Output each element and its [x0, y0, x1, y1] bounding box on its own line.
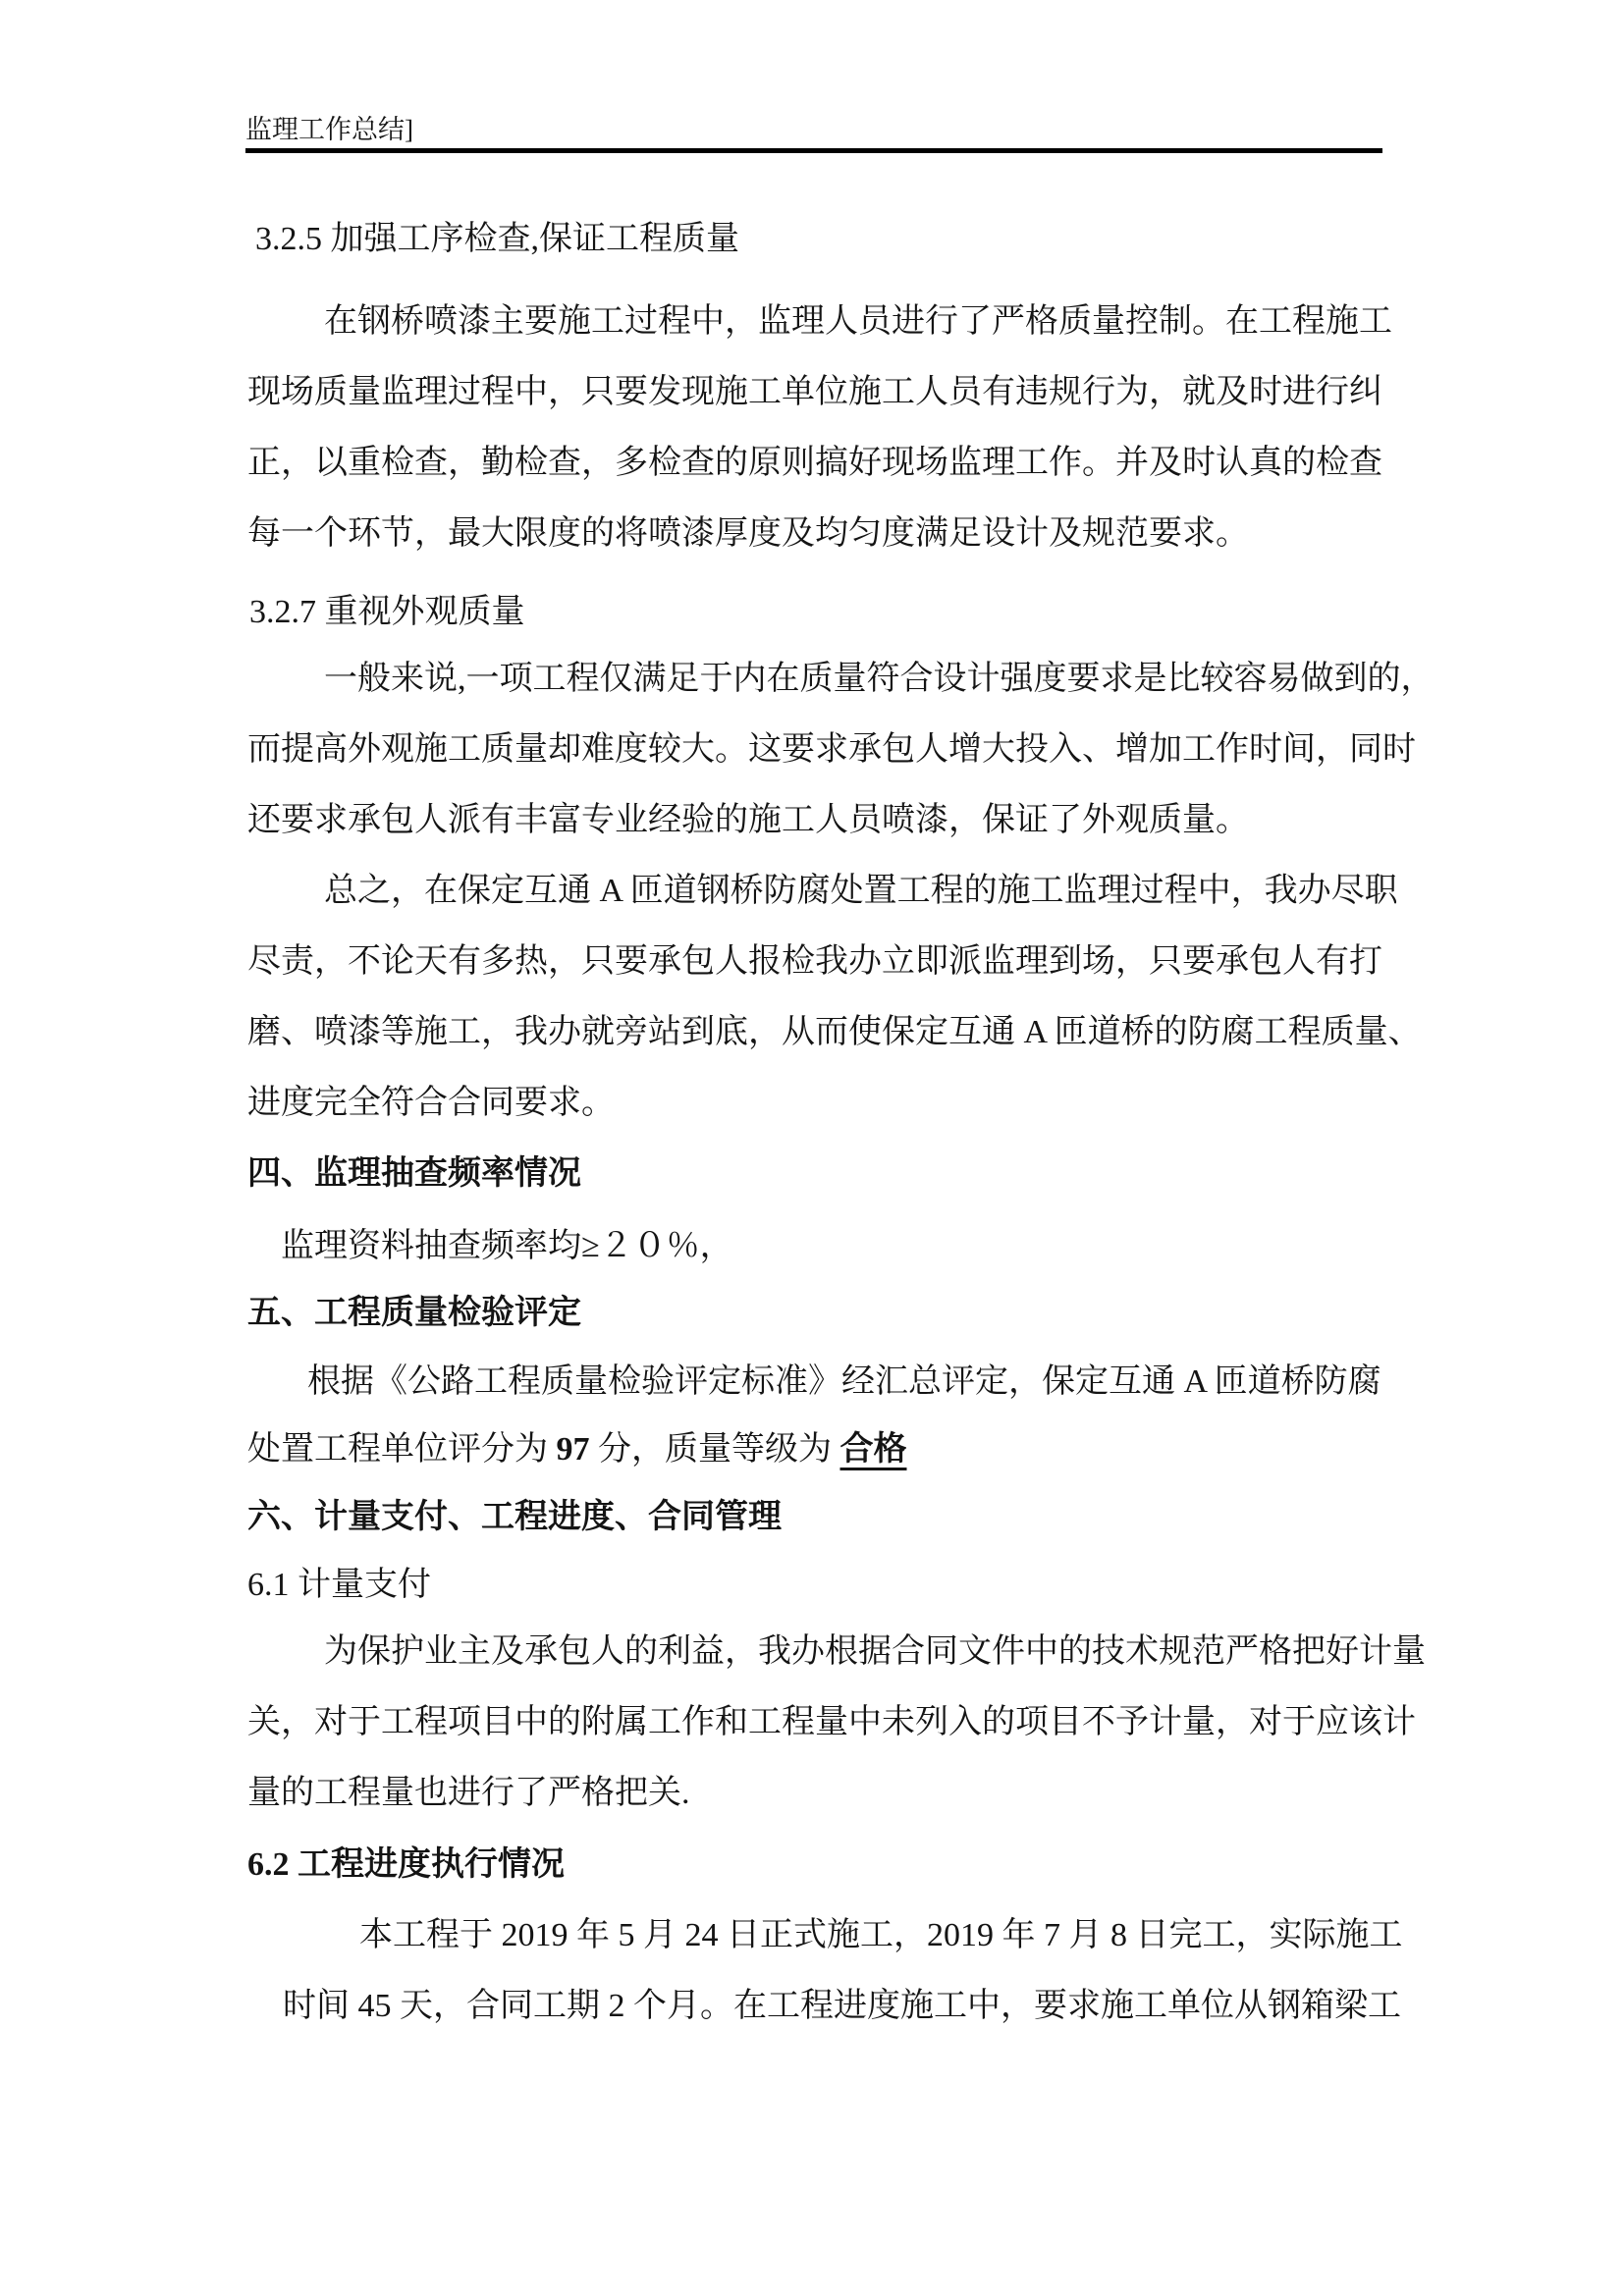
text-run: 分，质量等级为	[589, 1431, 840, 1468]
section-heading: 四、监理抽查频率情况	[247, 1155, 581, 1192]
section-heading: 五、工程质量检验评定	[247, 1295, 581, 1331]
text-line: 尽责，不论天有多热，只要承包人报检我办立即派监理到场，只要承包人有打	[247, 943, 1382, 980]
text-line: 为保护业主及承包人的利益，我办根据合同文件中的技术规范严格把好计量	[324, 1633, 1426, 1670]
text-line: 监理资料抽查频率均≥２０％，	[281, 1228, 733, 1264]
section-heading: 六、计量支付、工程进度、合同管理	[247, 1499, 782, 1535]
sub-heading: 3.2.5 加强工序检查,保证工程质量	[255, 221, 739, 257]
text-line: 进度完全符合合同要求。	[247, 1085, 615, 1121]
text-line: 一般来说,一项工程仅满足于内在质量符合设计强度要求是比较容易做到的，	[324, 661, 1435, 697]
text-line: 现场质量监理过程中，只要发现施工单位施工人员有违规行为，就及时进行纠	[247, 374, 1382, 410]
text-line	[247, 1430, 907, 1468]
text-line: 还要求承包人派有丰富专业经验的施工人员喷漆，保证了外观质量。	[247, 802, 1249, 838]
sub-heading: 3.2.7 重视外观质量	[249, 594, 525, 630]
text-run: 处置工程单位评分为	[247, 1431, 557, 1468]
text-line: 本工程于 2019 年 5 月 24 日正式施工，2019 年 7 月 8 日完工，实际施工	[359, 1917, 1403, 1953]
underlined-run: 合格	[839, 1431, 907, 1468]
page-header-title: 监理工作总结]	[245, 115, 413, 144]
section-heading: 6.2 工程进度执行情况	[247, 1846, 565, 1883]
text-line: 根据《公路工程质量检验评定标准》经汇总评定，保定互通 A 匝道桥防腐	[307, 1363, 1381, 1400]
text-line: 正，以重检查，勤检查，多检查的原则搞好现场监理工作。并及时认真的检查	[247, 445, 1382, 481]
text-line: 量的工程量也进行了严格把关.	[247, 1775, 690, 1811]
text-line: 而提高外观施工质量却难度较大。这要求承包人增大投入、增加工作时间，同时	[247, 731, 1416, 768]
text-line: 磨、喷漆等施工，我办就旁站到底，从而使保定互通 A 匝道桥的防腐工程质量、	[247, 1014, 1422, 1050]
text-line: 时间 45 天，合同工期 2 个月。在工程进度施工中，要求施工单位从钢箱梁工	[283, 1988, 1401, 2024]
sub-heading: 6.1 计量支付	[247, 1567, 431, 1603]
text-line: 在钢桥喷漆主要施工过程中，监理人员进行了严格质量控制。在工程施工	[324, 303, 1392, 340]
bold-run: 97	[556, 1431, 590, 1468]
header-rule	[245, 148, 1382, 153]
text-line: 每一个环节，最大限度的将喷漆厚度及均匀度满足设计及规范要求。	[247, 515, 1249, 552]
text-line: 总之，在保定互通 A 匝道钢桥防腐处置工程的施工监理过程中，我办尽职	[324, 873, 1398, 909]
text-line: 关，对于工程项目中的附属工作和工程量中未列入的项目不予计量，对于应该计	[247, 1704, 1416, 1740]
